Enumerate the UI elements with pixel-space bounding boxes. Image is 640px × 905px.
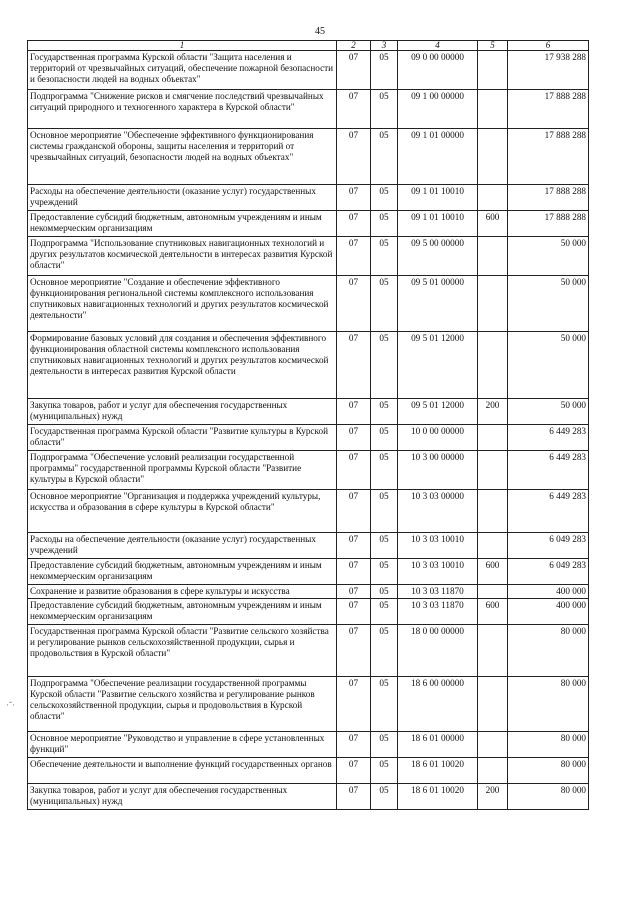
row-csr: 18 6 00 00000	[398, 677, 478, 732]
row-rz: 07	[337, 332, 371, 399]
table-row	[28, 599, 589, 625]
row-vr	[478, 237, 508, 276]
row-name: Основное мероприятие "Создание и обеспечение эффективного функционирования региональной системы комплексного использования спутниковых навигационных технологий и других результатов космической деятельности"	[28, 276, 337, 332]
row-csr: 18 0 00 00000	[398, 625, 478, 677]
row-vr	[478, 625, 508, 677]
row-csr: 09 1 01 00000	[398, 129, 478, 185]
row-vr: 200	[478, 784, 508, 810]
row-rz: 07	[337, 677, 371, 732]
row-pr: 05	[371, 559, 398, 585]
row-csr: 10 3 03 10010	[398, 559, 478, 585]
row-name: Формирование базовых условий для создания и обеспечения эффективного функционирования областной системы комплексного использования спутниковых навигационных технологий и других результатов космической деятельности в интересах развития Курской области	[28, 332, 337, 399]
row-pr: 05	[371, 332, 398, 399]
table-row	[28, 332, 589, 399]
row-sum: 80 000	[508, 677, 589, 732]
row-vr	[478, 677, 508, 732]
header-row	[28, 41, 589, 51]
row-sum: 400 000	[508, 599, 589, 625]
col-header-pr: 3	[371, 41, 398, 51]
row-rz: 07	[337, 211, 371, 237]
row-name: Государственная программа Курской области "Защита населения и территорий от чрезвычайных ситуаций, обеспечение пожарной безопасности и безопасности людей на водных объектах"	[28, 51, 337, 90]
row-pr: 05	[371, 129, 398, 185]
row-sum: 17 938 288	[508, 51, 589, 90]
row-csr: 10 0 00 00000	[398, 425, 478, 451]
row-vr	[478, 332, 508, 399]
row-sum: 400 000	[508, 585, 589, 599]
row-name: Предоставление субсидий бюджетным, автономным учреждениям и иным некоммерческим организациям	[28, 599, 337, 625]
row-name: Подпрограмма "Обеспечение условий реализации государственной программы" государственной программы Курской области "Развитие культуры в Курской области"	[28, 451, 337, 490]
row-pr: 05	[371, 451, 398, 490]
row-csr: 09 1 01 10010	[398, 211, 478, 237]
row-sum: 6 449 283	[508, 490, 589, 533]
row-name: Основное мероприятие "Руководство и управление в сфере установленных функций"	[28, 732, 337, 758]
row-rz: 07	[337, 758, 371, 784]
row-csr: 09 1 00 00000	[398, 90, 478, 129]
row-sum: 17 888 288	[508, 211, 589, 237]
table-row	[28, 625, 589, 677]
row-pr: 05	[371, 211, 398, 237]
table-row	[28, 129, 589, 185]
row-rz: 07	[337, 585, 371, 599]
row-vr	[478, 585, 508, 599]
row-rz: 07	[337, 276, 371, 332]
row-sum: 17 888 288	[508, 185, 589, 211]
row-pr: 05	[371, 599, 398, 625]
table-row	[28, 533, 589, 559]
row-name: Закупка товаров, работ и услуг для обеспечения государственных (муниципальных) нужд	[28, 399, 337, 425]
row-name: Подпрограмма "Обеспечение реализации государственной программы Курской области "Развитие сельского хозяйства и регулирование рынков сельскохозяйственной продукции, сырья и продовольствия в Курской области"	[28, 677, 337, 732]
row-csr: 09 0 00 00000	[398, 51, 478, 90]
row-pr: 05	[371, 533, 398, 559]
row-rz: 07	[337, 599, 371, 625]
row-vr: 600	[478, 211, 508, 237]
row-rz: 07	[337, 237, 371, 276]
row-csr: 10 3 03 00000	[398, 490, 478, 533]
row-vr	[478, 51, 508, 90]
row-rz: 07	[337, 51, 371, 90]
row-sum: 6 049 283	[508, 533, 589, 559]
table-row	[28, 585, 589, 599]
row-rz: 07	[337, 732, 371, 758]
col-header-sum: 6	[508, 41, 589, 51]
row-csr: 10 3 03 11870	[398, 585, 478, 599]
row-name: Предоставление субсидий бюджетным, автономным учреждениям и иным некоммерческим организациям	[28, 559, 337, 585]
col-header-csr: 4	[398, 41, 478, 51]
row-rz: 07	[337, 559, 371, 585]
margin-mark: ·ˇ·	[6, 700, 15, 710]
page-number: 45	[315, 26, 325, 37]
row-rz: 07	[337, 399, 371, 425]
row-name: Государственная программа Курской области "Развитие сельского хозяйства и регулирование рынков сельскохозяйственной продукции, сырья и продовольствия в Курской области"	[28, 625, 337, 677]
row-pr: 05	[371, 758, 398, 784]
row-vr	[478, 758, 508, 784]
row-name: Основное мероприятие "Обеспечение эффективного функционирования системы гражданской обороны, защиты населения и территорий от чрезвычайных ситуаций, безопасности людей на водных объектах"	[28, 129, 337, 185]
row-sum: 80 000	[508, 758, 589, 784]
table-row	[28, 51, 589, 90]
col-header-name: 1	[28, 41, 337, 51]
row-csr: 09 5 01 12000	[398, 399, 478, 425]
row-sum: 6 449 283	[508, 425, 589, 451]
row-csr: 18 6 01 10020	[398, 758, 478, 784]
row-csr: 18 6 01 00000	[398, 732, 478, 758]
row-vr: 600	[478, 599, 508, 625]
row-vr	[478, 276, 508, 332]
row-vr	[478, 185, 508, 211]
row-rz: 07	[337, 784, 371, 810]
row-sum: 50 000	[508, 332, 589, 399]
row-rz: 07	[337, 533, 371, 559]
row-csr: 10 3 03 10010	[398, 533, 478, 559]
table-row	[28, 237, 589, 276]
row-csr: 09 5 01 12000	[398, 332, 478, 399]
row-pr: 05	[371, 51, 398, 90]
row-sum: 80 000	[508, 732, 589, 758]
row-sum: 6 449 283	[508, 451, 589, 490]
row-sum: 80 000	[508, 625, 589, 677]
row-vr	[478, 129, 508, 185]
row-name: Сохранение и развитие образования в сфере культуры и искусства	[28, 585, 337, 599]
table-row	[28, 559, 589, 585]
row-sum: 6 049 283	[508, 559, 589, 585]
row-vr	[478, 732, 508, 758]
row-pr: 05	[371, 185, 398, 211]
row-csr: 09 1 01 10010	[398, 185, 478, 211]
row-pr: 05	[371, 784, 398, 810]
table-row	[28, 784, 589, 810]
table-row	[28, 451, 589, 490]
row-name: Основное мероприятие "Организация и поддержка учреждений культуры, искусства и образования в сфере культуры в Курской области"	[28, 490, 337, 533]
table-row	[28, 185, 589, 211]
row-name: Предоставление субсидий бюджетным, автономным учреждениям и иным некоммерческим организациям	[28, 211, 337, 237]
row-rz: 07	[337, 90, 371, 129]
row-sum: 50 000	[508, 237, 589, 276]
row-name: Обеспечение деятельности и выполнение функций государственных органов	[28, 758, 337, 784]
row-sum: 17 888 288	[508, 129, 589, 185]
row-sum: 80 000	[508, 784, 589, 810]
row-rz: 07	[337, 129, 371, 185]
col-header-rz: 2	[337, 41, 371, 51]
table-row	[28, 425, 589, 451]
table-row	[28, 490, 589, 533]
row-name: Расходы на обеспечение деятельности (оказание услуг) государственных учреждений	[28, 533, 337, 559]
row-rz: 07	[337, 185, 371, 211]
row-pr: 05	[371, 677, 398, 732]
row-pr: 05	[371, 585, 398, 599]
row-pr: 05	[371, 276, 398, 332]
row-csr: 10 3 03 11870	[398, 599, 478, 625]
table-row	[28, 399, 589, 425]
row-rz: 07	[337, 625, 371, 677]
row-name: Подпрограмма "Использование спутниковых навигационных технологий и других результатов космической деятельности в интересах развития Курской области"	[28, 237, 337, 276]
row-name: Государственная программа Курской области "Развитие культуры в Курской области"	[28, 425, 337, 451]
row-vr	[478, 490, 508, 533]
row-rz: 07	[337, 425, 371, 451]
table-row	[28, 732, 589, 758]
row-rz: 07	[337, 490, 371, 533]
row-vr	[478, 90, 508, 129]
row-name: Подпрограмма "Снижение рисков и смягчение последствий чрезвычайных ситуаций природного и техногенного характера в Курской области"	[28, 90, 337, 129]
row-vr: 600	[478, 559, 508, 585]
row-pr: 05	[371, 732, 398, 758]
table-row	[28, 211, 589, 237]
table-row	[28, 758, 589, 784]
table-row	[28, 677, 589, 732]
row-csr: 10 3 00 00000	[398, 451, 478, 490]
row-vr: 200	[478, 399, 508, 425]
budget-table	[27, 40, 589, 810]
row-csr: 09 5 00 00000	[398, 237, 478, 276]
row-vr	[478, 425, 508, 451]
table-row	[28, 90, 589, 129]
row-pr: 05	[371, 625, 398, 677]
row-pr: 05	[371, 490, 398, 533]
table-row	[28, 276, 589, 332]
row-sum: 50 000	[508, 399, 589, 425]
row-rz: 07	[337, 451, 371, 490]
col-header-vr: 5	[478, 41, 508, 51]
row-vr	[478, 533, 508, 559]
row-name: Расходы на обеспечение деятельности (оказание услуг) государственных учреждений	[28, 185, 337, 211]
row-vr	[478, 451, 508, 490]
row-name: Закупка товаров, работ и услуг для обеспечения государственных (муниципальных) нужд	[28, 784, 337, 810]
row-pr: 05	[371, 90, 398, 129]
row-pr: 05	[371, 425, 398, 451]
row-csr: 18 6 01 10020	[398, 784, 478, 810]
row-sum: 17 888 288	[508, 90, 589, 129]
row-pr: 05	[371, 237, 398, 276]
row-sum: 50 000	[508, 276, 589, 332]
row-csr: 09 5 01 00000	[398, 276, 478, 332]
row-pr: 05	[371, 399, 398, 425]
